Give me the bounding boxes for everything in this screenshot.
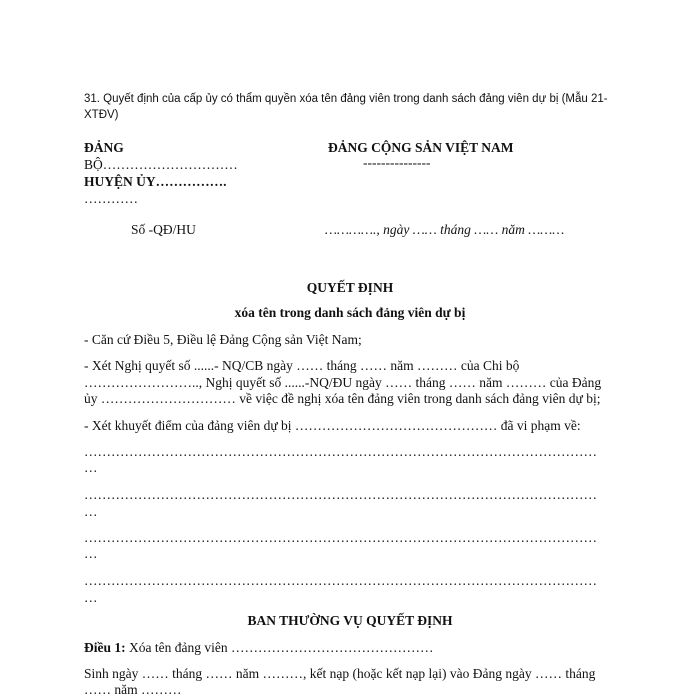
district-committee-line: ………… [84, 191, 138, 206]
party-name-heading: ĐẢNG CỘNG SẢN VIỆT NAM [328, 140, 514, 155]
blank-line: …………………………………………………………………………………………………… [84, 530, 597, 545]
caption-line-2: XTĐV) [84, 109, 119, 121]
blank-line-end: … [84, 590, 98, 605]
decision-number: Số -QĐ/HU [131, 222, 196, 237]
heading-divider: --------------- [363, 155, 431, 170]
blank-line-end: … [84, 504, 98, 519]
basis-paragraph-2-line-1: - Xét Nghị quyết số ......- NQ/CB ngày …… tháng …… năm ……… của Chi bộ [84, 358, 520, 373]
article-1-label: Điều 1: [84, 640, 126, 655]
article-1-line-2: Sinh ngày …… tháng …… năm ………, kết nạp (hoặc kết nạp lại) vào Đảng ngày …… tháng [84, 666, 596, 681]
document-subtitle: xóa tên trong danh sách đảng viên dự bị [234, 305, 466, 320]
blank-line-end: … [84, 546, 98, 561]
article-1 [84, 640, 433, 656]
article-1-line-3: …… năm ……… [84, 682, 182, 697]
blank-line: …………………………………………………………………………………………………… [84, 487, 597, 502]
violation-paragraph: - Xét khuyết điểm của đảng viên dự bị ……………………………………… đã vi phạm về: [84, 418, 581, 433]
basis-paragraph-2-line-2: …………………….., Nghị quyết số ......-NQ/ĐU ngày …… tháng …… năm ……… của Đảng [84, 375, 602, 390]
caption-line-1: 31. Quyết định của cấp ủy có thẩm quyền xóa tên đảng viên trong danh sách đảng viên dự bị (Mẫu 21- [84, 93, 608, 105]
decision-heading: BAN THƯỜNG VỤ QUYẾT ĐỊNH [247, 613, 453, 628]
blank-line: …………………………………………………………………………………………………… [84, 573, 597, 588]
document-title: QUYẾT ĐỊNH [306, 280, 394, 295]
party-committee-line: BỘ………………………… [84, 157, 238, 172]
blank-line: …………………………………………………………………………………………………… [84, 444, 597, 459]
district-committee-label: HUYỆN ỦY……………. [84, 174, 227, 189]
basis-paragraph-1: - Căn cứ Điều 5, Điều lệ Đảng Cộng sản Việt Nam; [84, 332, 362, 347]
basis-paragraph-2-line-3: ủy ………………………… về việc đề nghị xóa tên đảng viên trong danh sách đảng viên dự bị; [84, 391, 601, 406]
blank-line-end: … [84, 460, 98, 475]
article-1-text: Xóa tên đảng viên ……………………………………… [125, 640, 434, 655]
place-date-line: …………., ngày …… tháng …… năm ……… [325, 222, 565, 237]
party-committee-label: ĐẢNG [84, 140, 124, 155]
